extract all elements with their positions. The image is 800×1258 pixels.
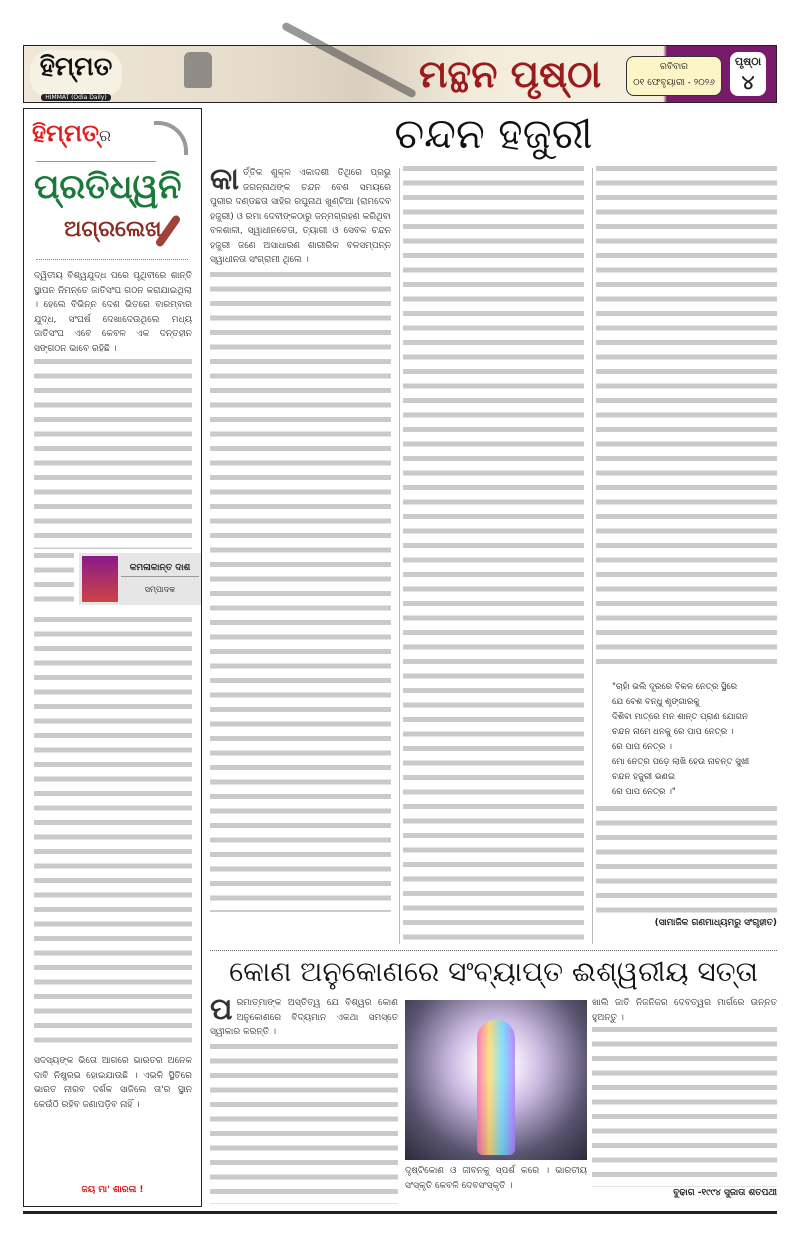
inkpot-icon <box>184 52 212 88</box>
poem-line: ମୋ ନେତ୍ର ପଡ଼େ ଲାଖି ହେଉ ନାଚନ୍ତ ସୁଖୀ <box>612 757 750 767</box>
editorial-label: ଅଗ୍ରଲେଖ <box>64 217 162 242</box>
column-divider <box>399 168 400 944</box>
dotted-divider <box>36 259 188 260</box>
article-title: ଚନ୍ଦନ ହଜୁରୀ <box>394 109 593 158</box>
poem-line: ଦିଶିବା ମାତ୍ରେ ମନ ଶାନ୍ତ ପ୍ରାଣ ଯୋଗନ <box>612 712 748 722</box>
poem <box>612 680 777 800</box>
logo-tag: HIMMAT (Odia Daily) <box>41 94 111 101</box>
article2-text-under-image: ଦୃଷ୍ଟିକୋଣ ଓ ଜୀବନକୁ ସ୍ପର୍ଶ କରେ । ଭାରତୀୟ ସଂସ୍କୃତି କେବଳି ଦେବସଂସ୍କୃତି । <box>405 1166 587 1191</box>
masthead-banner <box>23 45 777 103</box>
day-label: ରବିବାର <box>660 62 688 72</box>
date-label: ୦୧ ଫେବୃୟାରୀ - ୨୦୨୬ <box>633 78 715 88</box>
page-number-box <box>730 52 766 96</box>
editorial-signoff: ଜୟ ମା' ଶାରଳା ! <box>81 1185 144 1195</box>
poem-line: "ଚାହାଁ ଭଲି ଦୂରରେ ବିକଳ ନେତ୍ର ସ୍ଥିରେ <box>612 682 738 692</box>
poem-line: ରେ ପାପ ନେତ୍ର ।" <box>612 787 676 797</box>
divider <box>36 161 156 162</box>
himmat-logo <box>30 50 122 101</box>
author-box <box>79 553 201 605</box>
editorial-tail: ସଦସ୍ୟଙ୍କ ଭିତୋ ଆଗରେ ଭାରତର ଅନେକ ଦାବି ନିଷ୍ପ୍ରଭ ହୋଇଯାଉଛି । ଏଭଳି ସ୍ଥିତିରେ ଭାରତ ନୀରବ ଦର୍ଶକ ସାଜିଲେ ତା'ର ସ୍ଥାନ କେଉଁଠି ରହିବ ଜଣାପଡ଼ିବ ନାହିଁ । <box>34 1056 192 1110</box>
article-column-1 <box>210 162 391 912</box>
poem-line: ରେ ପାପ ନେତ୍ର । <box>612 742 672 752</box>
poem-line: ଯେ ବେଶ ବନ୍ଧୁ ଶୃଙ୍ଗାରକୁ <box>612 697 700 707</box>
column-divider <box>592 168 593 944</box>
human-figure-silhouette <box>477 1020 515 1155</box>
article2-right-lead: ଖାଲି ଜାତି ନିଜନିଜର ଦେବତ୍ୱର ମାର୍ଗରେ ଉନ୍ନତ ହୁଅନ୍ତୁ । <box>592 998 777 1023</box>
article2-column-3 <box>592 996 777 1187</box>
article-body-text <box>596 806 777 914</box>
brand-top-text: ହିମ୍ମତ୍ <box>32 119 100 147</box>
section-title: ମନ୍ଥନ ପୃଷ୍ଠା <box>419 52 602 96</box>
article-body-text <box>592 1027 777 1187</box>
article2-byline: ବୁଢାଗ -୧୯୯୪ ସୁଜାତା ଶତପଥୀ <box>673 1188 777 1198</box>
article2-lead: ରମାତ୍ମାଙ୍କ ଅସ୍ତିତ୍ୱ ଯେ ବିଶ୍ୱର କୋଣ ଅନୁକୋଣରେ ବିଦ୍ୟମାନ ଏକଥା ସମସ୍ତେ ସ୍ୱୀକାର କରନ୍ତି । <box>210 998 398 1037</box>
author-photo <box>82 556 118 602</box>
article2-column-1 <box>210 992 398 1204</box>
article-column-3 <box>596 166 777 671</box>
article-title: କୋଣ ଅନୁକୋଣରେ ସଂବ୍ୟାପ୍ତ ଈଶ୍ୱରୀୟ ସତ୍ତା <box>229 955 758 988</box>
article-body-text <box>210 272 391 912</box>
editorial-body-text <box>34 617 192 1047</box>
spiritual-light-image <box>405 1000 587 1160</box>
logo-text: ହିମ୍ମତ <box>39 52 113 82</box>
article-lead: ର୍ତ୍ତିକ ଶୁକ୍ଳ ଏକାଦଶୀ ତିଥିରେ ପ୍ରଭୁ ଜଗନ୍ନାଥଙ୍କ ଚନ୍ଦନ ବେଶ ସମୟରେ ପୁରୀର ଦଣ୍ଡଛତା ସାହିର ରଘୁନାଥ ଖୁଣ୍ଟିଆ (ରାମଦେବ ହଜୁରୀ) ଓ ରମା ଦେବୀଙ୍କଠାରୁ ଜନ୍ମଗ୍ରହଣ କରିଥିବା ବଳଶାଳୀ, ସ୍ୱାଧୀନଚେତା, ତ୍ୟାଗୀ ଓ ସେବକ ଚନ୍ଦନ ହଜୁରୀ ଜଣେ ଅସାଧାରଣ ଶାରୀରିକ ବଳସମ୍ପନ୍ନ ସ୍ୱାଧୀନତା ସଂଗ୍ରାମୀ ଥିଲେ । <box>210 168 391 265</box>
dotted-divider <box>210 950 777 951</box>
author-name: କମଳାକାନ୍ତ ଦାଶ <box>121 563 199 577</box>
date-box <box>626 56 722 96</box>
poem-line: ଚନ୍ଦନ ହଜୁରୀ ଭଣଇ <box>612 772 676 782</box>
page-number: ୪ <box>741 70 755 94</box>
editorial-body-text <box>34 553 74 609</box>
drop-cap: ପ <box>210 992 233 1027</box>
broadcast-waves-icon <box>154 121 188 155</box>
editorial-brand-main: ପ୍ରତିଧ୍ୱନି <box>34 167 182 207</box>
article-body-text <box>210 1044 398 1204</box>
page-label: ପୃଷ୍ଠା <box>734 55 762 68</box>
pen-icon <box>281 21 417 98</box>
poem-line: ଚନ୍ଦନ ନାମେ ଧନକୁ ରେ ପାପ ନେତ୍ର । <box>612 727 734 737</box>
editorial-brand-top <box>32 119 111 147</box>
editorial-intro: ଦ୍ୱିତୀୟ ବିଶ୍ୱଯୁଦ୍ଧ ପରେ ପୃଥିବୀରେ ଶାନ୍ତି ସ୍ଥାପନ ନିମନ୍ତେ ଜାତିସଂଘ ଗଠନ କରାଯାଇଥିଲା । ହେଲେ ବିଭିନ୍ନ ଦେଶ ଭିତରେ ବାରମ୍ବାର ଯୁଦ୍ଧ, ସଂଘର୍ଷ ଦେଖାଦେଉଥିଲେ ମଧ୍ୟ ଜାତିସଂଘ ଏବେ କେବଳ ଏକ ଦନ୍ତହୀନ ସଙ୍ଗଠନ ଭାବେ ରହିଛି । <box>34 271 192 354</box>
editorial-column <box>23 108 202 1207</box>
editorial-body-text <box>34 359 192 549</box>
bottom-rule <box>23 1211 777 1214</box>
drop-cap: କା <box>210 162 240 197</box>
article-column-2 <box>403 166 584 942</box>
author-role: ସମ୍ପାଦକ <box>144 585 176 594</box>
article-source: (ସାମାଜିକ ଗଣମାଧ୍ୟମରୁ ସଂଗୃହୀତ) <box>654 918 777 928</box>
brand-suffix: ର <box>99 126 112 145</box>
